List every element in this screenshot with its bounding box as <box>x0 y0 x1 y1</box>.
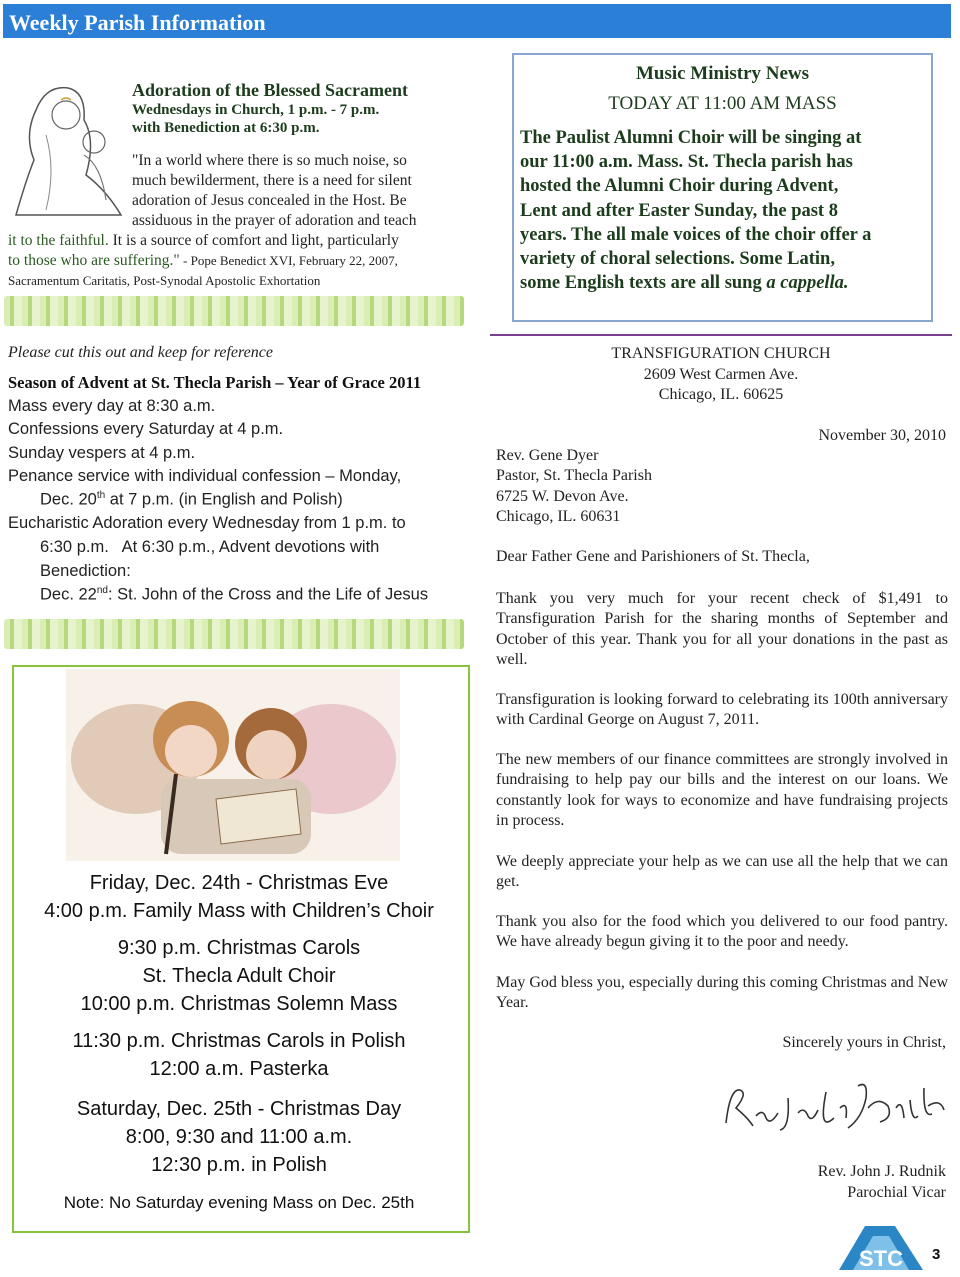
vine-border <box>4 619 464 649</box>
advent-item: Dec. 20th at 7 p.m. (in English and Polish) <box>40 490 343 509</box>
quote-line-part: to those who are suffering." <box>8 252 180 269</box>
letter-date: November 30, 2010 <box>818 427 946 444</box>
quote-attribution: - Pope Benedict XVI, February 22, 2007, <box>179 253 398 268</box>
salutation: Dear Father Gene and Parishioners of St. Thecla, <box>496 548 810 565</box>
recipient-line: Pastor, St. Thecla Parish <box>496 467 652 484</box>
letterhead-church: TRANSFIGURATION CHURCH <box>611 345 831 362</box>
advent-title: Season of Advent at St. Thecla Parish – Year of Grace 2011 <box>8 373 422 392</box>
divider <box>490 334 952 336</box>
logo-text: STC <box>859 1246 903 1271</box>
page-number: 3 <box>932 1246 941 1263</box>
music-line: hosted the Alumni Choir during Advent, <box>520 176 839 197</box>
letter-paragraph: Transfiguration is looking forward to celebrating its 100th anniversary with Cardinal George on August 7, 2011. <box>496 691 948 729</box>
advent-item: Mass every day at 8:30 a.m. <box>8 397 216 415</box>
music-line: The Paulist Alumni Choir will be singing at <box>520 128 862 148</box>
advent-item: Eucharistic Adoration every Wednesday from 1 p.m. to <box>8 514 406 532</box>
christmas-note: Note: No Saturday evening Mass on Dec. 25th <box>63 1193 415 1212</box>
music-line: our 11:00 a.m. Mass. St. Thecla parish has <box>520 152 853 173</box>
christmas-line: 8:00, 9:30 and 11:00 a.m. <box>125 1126 353 1148</box>
music-title: Music Ministry News <box>635 63 810 84</box>
recipient-line: 6725 W. Devon Ave. <box>496 488 629 505</box>
music-italic: a cappella. <box>766 273 849 294</box>
music-subtitle: TODAY AT 11:00 AM MASS <box>608 93 837 114</box>
madonna-and-child-image <box>6 80 132 220</box>
reference-note: Please cut this out and keep for reference <box>8 344 273 361</box>
music-line: Lent and after Easter Sunday, the past 8 <box>520 200 838 221</box>
advent-item: 6:30 p.m. At 6:30 p.m., Advent devotions with <box>40 538 380 556</box>
christmas-line: 11:30 p.m. Christmas Carols in Polish <box>72 1030 406 1052</box>
quote-source: Sacramentum Caritatis, Post-Synodal Apostolic Exhortation <box>8 273 321 288</box>
angels-image <box>66 669 400 861</box>
quote-line-part: it to the faithful. <box>8 232 109 249</box>
quote-line-part: It is a source of comfort and light, particularly <box>108 232 399 249</box>
music-ministry-box <box>512 53 933 322</box>
letterhead-city: Chicago, IL. 60625 <box>658 386 784 403</box>
christmas-line: 10:00 p.m. Christmas Solemn Mass <box>80 993 398 1015</box>
page-title: Weekly Parish Information <box>9 10 266 35</box>
christmas-line: 12:00 a.m. Pasterka <box>149 1058 329 1080</box>
advent-item: Penance service with individual confession – Monday, <box>8 467 402 485</box>
signature-image <box>718 1078 948 1140</box>
letter-paragraph: Thank you very much for your recent check of $1,491 to Transfiguration Parish for the sharing months of September and October of this year. Thank you for all your donations in the past as well. <box>496 590 948 668</box>
christmas-line: 12:30 p.m. in Polish <box>151 1154 327 1176</box>
quote-line <box>8 231 399 251</box>
recipient-line: Chicago, IL. 60631 <box>496 508 621 525</box>
quote-line: adoration of Jesus concealed in the Host. Be <box>132 192 407 209</box>
christmas-line: 9:30 p.m. Christmas Carols <box>117 937 361 959</box>
letter-closing: Sincerely yours in Christ, <box>782 1034 946 1051</box>
music-line: some English texts are all sung a cappella. <box>520 273 849 294</box>
vine-border <box>4 296 464 326</box>
music-line: years. The all male voices of the choir offer a <box>520 224 872 245</box>
quote-line <box>8 251 398 271</box>
letterhead-address: 2609 West Carmen Ave. <box>643 366 799 383</box>
advent-item: Benediction: <box>40 562 131 580</box>
signer-title: Parochial Vicar <box>847 1184 946 1201</box>
letter-paragraph: We deeply appreciate your help as we can use all the help that we can get. <box>496 853 948 891</box>
adoration-title: Adoration of the Blessed Sacrament <box>132 80 408 100</box>
music-body <box>520 126 925 295</box>
letter-paragraph: May God bless you, especially during this coming Christmas and New Year. <box>496 974 948 1012</box>
music-line: variety of choral selections. Some Latin, <box>520 249 835 270</box>
quote-line: much bewilderment, there is a need for silent <box>132 172 412 189</box>
christmas-line: Saturday, Dec. 25th - Christmas Day <box>76 1098 402 1120</box>
christmas-line: 4:00 p.m. Family Mass with Children’s Choir <box>44 900 434 922</box>
quote-line: "In a world where there is so much noise, so <box>132 152 407 169</box>
advent-item: Sunday vespers at 4 p.m. <box>8 444 196 462</box>
signer-name: Rev. John J. Rudnik <box>817 1163 946 1180</box>
stc-logo <box>835 1222 927 1272</box>
christmas-line: Friday, Dec. 24th - Christmas Eve <box>89 872 389 894</box>
adoration-benediction: with Benediction at 6:30 p.m. <box>132 120 320 136</box>
letter-paragraph: The new members of our finance committees are strongly involved in fundraising to help pay our bills and the interest on our loans. We constantly look for ways to economize and have fundraising projects in process. <box>496 751 948 829</box>
page-header <box>3 4 951 38</box>
christmas-line: St. Thecla Adult Choir <box>142 965 336 987</box>
advent-item: Confessions every Saturday at 4 p.m. <box>8 420 284 438</box>
quote-line: assiduous in the prayer of adoration and teach <box>132 212 417 229</box>
adoration-schedule: Wednesdays in Church, 1 p.m. - 7 p.m. <box>132 102 380 118</box>
letter-paragraph: Thank you also for the food which you delivered to our food pantry. We have already begun giving it to the poor and needy. <box>496 913 948 951</box>
advent-item: Dec. 22nd: St. John of the Cross and the Life of Jesus <box>40 585 429 604</box>
recipient-line: Rev. Gene Dyer <box>496 447 599 464</box>
